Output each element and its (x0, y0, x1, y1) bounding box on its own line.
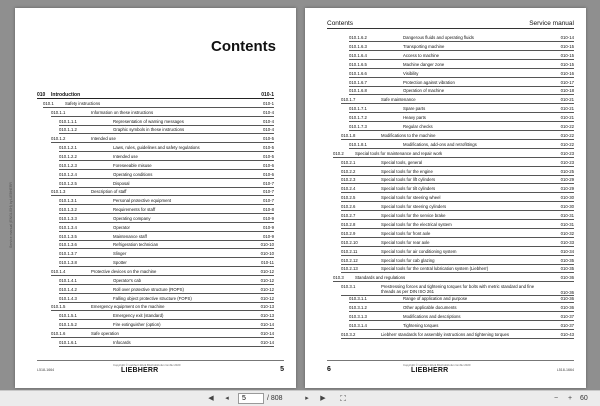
toc-entry-title: Introduction (51, 92, 81, 98)
toc-entry-title: Refrigeration technician (113, 242, 159, 248)
toc-page-ref: 010-15 (560, 61, 574, 67)
toc-section-number: 010.1 (43, 100, 54, 106)
toc-section-number: 010.3.1 (341, 284, 356, 290)
toc-page-ref: 010-31 (560, 221, 574, 227)
toc-row[interactable] (349, 124, 574, 131)
toc-entry-title: Special tools for tilt cylinders (381, 186, 436, 192)
toc-entry-title: Special tools for the service brake (381, 213, 446, 218)
toc-entry-title: Maintenance staff (113, 233, 147, 239)
toc-section-number: 010.1.2.2 (59, 153, 77, 159)
toc-row[interactable] (59, 145, 274, 152)
toc-row[interactable] (349, 314, 574, 321)
toc-page-ref: 010-4 (263, 109, 274, 115)
toc-page-ref: 010-9 (263, 233, 274, 239)
toc-entry-title: Range of application and purpose (403, 296, 468, 302)
toc-page-ref: 010-35 (560, 257, 574, 263)
toc-entry-title: Operation of machine (403, 88, 445, 94)
toc-page-ref: 010-14 (560, 35, 574, 40)
toc-entry-title: Special tools for cab glazing (381, 257, 435, 263)
toc-row[interactable] (349, 44, 574, 51)
toc-page-ref: 010-4 (263, 127, 274, 133)
toc-entry-title: Modifications to the machine (381, 132, 436, 138)
toc-row[interactable] (341, 266, 574, 273)
toc-page-ref: 010-9 (263, 224, 274, 230)
toc-page-ref: 010-31 (560, 213, 574, 218)
toc-section-number: 010.2.6 (341, 204, 356, 210)
toc-row[interactable] (59, 181, 274, 188)
toc-page-ref: 010-23 (560, 159, 574, 165)
page-number-input[interactable] (238, 393, 264, 404)
page-header (327, 20, 574, 29)
toc-page-ref: 010-43 (560, 331, 574, 337)
page-number: 5 (280, 366, 284, 373)
toc-page-ref: 010-12 (260, 295, 274, 301)
toc-row[interactable] (349, 62, 574, 69)
toc-entry-title: Protective devices on the machine (91, 269, 157, 274)
toc-page-ref: 010-36 (560, 290, 574, 296)
toc-section-number: 010.1.2.5 (59, 180, 77, 186)
toc-section-number: 010.1.3.1 (59, 198, 77, 204)
toc-row[interactable] (349, 305, 574, 312)
toc-section-number: 010.2.9 (341, 230, 356, 236)
toc-page-ref: 010-36 (560, 305, 574, 311)
toc-entry-title: Protection against vibration (403, 79, 455, 85)
toc-section-number: 010.1.4.3 (59, 295, 77, 301)
toc-page-ref: 010-14 (260, 339, 274, 345)
toc-section-number: 010.1.4.2 (59, 286, 77, 292)
toc-section-number: 010.2.4 (341, 186, 356, 192)
toc-section-number: 010.1.3.7 (59, 251, 77, 257)
toc-row[interactable] (341, 332, 574, 339)
toc-row[interactable] (333, 275, 574, 282)
toc-row[interactable] (341, 249, 574, 256)
toc-section-number: 010.1.7 (341, 97, 356, 103)
toc-row[interactable] (341, 213, 574, 220)
toc-entry-title: Dangerous fluids and operating fluids (403, 35, 474, 40)
toc-row[interactable] (349, 35, 574, 42)
toc-entry-title: Safety instructions (65, 100, 101, 106)
toc-entry-title: Modifications and descriptions (403, 314, 461, 319)
toc-row[interactable] (59, 242, 274, 249)
toc-entry-title: Laws, rules, guidelines and safety regulations (113, 145, 200, 151)
page-total: / 808 (267, 395, 283, 402)
toc-entry-title: Slinger (113, 251, 127, 257)
toc-entry-title: Falling object protective structure (FOPS) (113, 295, 192, 301)
toc-entry-title: Fire extinguisher (option) (113, 322, 161, 328)
toc-page-ref: 010-10 (260, 242, 274, 248)
toc-entry-title: Special tools, general (381, 159, 423, 165)
last-page-button[interactable]: ▶ (320, 395, 326, 402)
toc-page-ref: 010-34 (560, 248, 574, 254)
toc-row[interactable] (59, 163, 274, 170)
toc-page-ref: 010-15 (560, 43, 574, 49)
toc-row[interactable] (37, 92, 274, 99)
toc-row[interactable] (51, 331, 274, 338)
toc-section-number: 010.1.6.4 (349, 52, 367, 58)
toc-page-ref: 010-15 (560, 52, 574, 58)
toc-section-number: 010.3.1.3 (349, 314, 367, 319)
toc-section-number: 010.1.2.3 (59, 162, 77, 168)
toc-row[interactable] (59, 127, 274, 134)
toc-section-number: 010.1.6.2 (349, 35, 367, 40)
fullscreen-icon[interactable]: ⛶ (340, 394, 346, 403)
toc-entry-title: Special tools for lift cylinders (381, 177, 436, 183)
liebherr-logo: LIEBHERR (121, 367, 159, 374)
toc-entry-title: Modifications, add-ons and retrofittings (403, 141, 477, 147)
toc-row[interactable] (59, 340, 274, 347)
toc-entry-title: Safe operation (91, 330, 119, 336)
toc-row[interactable] (341, 186, 574, 193)
toc-row[interactable] (59, 260, 274, 267)
zoom-level[interactable]: 60 (580, 395, 588, 402)
toc-page-ref: 010-21 (560, 97, 574, 103)
toc-page-ref: 010-10 (260, 251, 274, 257)
toc-page-ref: 010-22 (560, 141, 574, 147)
viewer-toolbar (0, 390, 600, 406)
toc-page-ref: 010-5 (263, 136, 274, 142)
toc-page-ref: 010-12 (260, 286, 274, 292)
toc-section-number: 010.1.8.1 (349, 141, 367, 147)
toc-section-number: 010.1.7.3 (349, 124, 367, 129)
toc-row[interactable] (59, 172, 274, 179)
toc-section-number: 010.1.4 (51, 269, 66, 274)
toc-page-ref: 010-16 (560, 70, 574, 76)
toc-page-ref: 010-6 (263, 171, 274, 177)
toc-section-number: 010.2.3 (341, 177, 356, 183)
toc-page-ref: 010-17 (560, 79, 574, 85)
toc-page-ref: 010-29 (560, 177, 574, 183)
toc-section-number: 010.1.6.6 (349, 70, 367, 76)
toc-section-number: 010.1.1.1 (59, 118, 77, 124)
toc-section-number: 010.2.2 (341, 168, 356, 174)
toc-page-ref: 010-7 (263, 198, 274, 204)
toc-page-ref: 010-32 (560, 230, 574, 236)
toc-row[interactable] (59, 225, 274, 232)
toc-entry-title: Regular checks (403, 124, 433, 129)
toc-entry-title: Personal protective equipment (113, 198, 172, 204)
toc-page-ref: 010-22 (560, 132, 574, 138)
toc-entry-title: Special tools for the central lubrication system (Liebherr) (381, 266, 489, 272)
toc-row[interactable] (349, 80, 574, 87)
toc-page-ref: 010-25 (560, 168, 574, 174)
toc-entry-title: Special tools for maintenance and repair work (355, 150, 443, 156)
toc-entry-title: Operator (113, 224, 130, 230)
toc-section-number: 010.1.3.2 (59, 207, 77, 213)
footer-doc-number: L518-1664 (37, 368, 55, 372)
footer-copyright: Copyright © Liebherr-Werk Bischofshofen GmbH 2020 (403, 363, 471, 367)
toc-row[interactable] (341, 204, 574, 211)
toc-entry-title: Intended use (113, 153, 138, 159)
toc-entry-title: Operating conditions (113, 171, 153, 177)
toc-section-number: 010.1.6.7 (349, 79, 367, 85)
toc-entry-title: Tightening torques (403, 322, 439, 328)
footer-doc-number: L518-1664 (556, 368, 574, 372)
toc-page-ref: 010-33 (560, 239, 574, 245)
toc-entry-title: Other applicable documents (403, 305, 457, 311)
toc-row[interactable] (51, 110, 274, 117)
footer-rule (327, 360, 574, 361)
page-left (9, 8, 296, 388)
toc-row[interactable] (59, 119, 274, 126)
toc-row[interactable] (59, 207, 274, 214)
toc-row[interactable] (59, 216, 274, 223)
page-side-text: Service manual (ENGLISH) by LIEBHERR (9, 182, 13, 248)
toc-row[interactable] (349, 71, 574, 78)
toc-row[interactable] (341, 160, 574, 167)
toc-page-ref: 010-6 (263, 162, 274, 168)
toc-section-number: 010.1.2.4 (59, 171, 77, 177)
toc-section-number: 010.2.12 (341, 257, 358, 263)
toc-row[interactable] (59, 198, 274, 205)
toc-page-ref: 010-30 (560, 204, 574, 210)
toc-section-number: 010.1.4.1 (59, 277, 77, 283)
toc-entry-title: Description of staff (91, 189, 127, 195)
toc-row[interactable] (349, 115, 574, 122)
toc-entry-title: Special tools for air conditioning system (381, 248, 457, 254)
toc-row[interactable] (341, 284, 574, 296)
toc-page-ref: 010-7 (263, 180, 274, 186)
toc-page-ref: 010-30 (560, 195, 574, 201)
toc-entry-title: Emergency equipment on the machine (91, 304, 165, 310)
toc-row[interactable] (59, 154, 274, 161)
toc-row[interactable] (333, 151, 574, 158)
toc-page-ref: 010-9 (263, 215, 274, 221)
toc-section-number: 010.1.1 (51, 109, 66, 115)
toc-entry-title: Special tools for rear axle (381, 239, 430, 245)
toc-row[interactable] (349, 53, 574, 60)
toc-row[interactable] (349, 88, 574, 95)
toc-page-ref: 010-36 (560, 275, 574, 281)
toc-entry-title: Spare parts (403, 106, 426, 112)
toc-section-number: 010.2.11 (341, 248, 358, 254)
toc-page-ref: 010-21 (560, 106, 574, 112)
toc-section-number: 010.1.2.1 (59, 145, 77, 151)
toc-section-number: 010.2.10 (341, 239, 358, 245)
toc-page-ref: 010-8 (263, 207, 274, 213)
toc-page-ref: 010-7 (263, 189, 274, 195)
toc-row[interactable] (341, 195, 574, 202)
toc-section-number: 010.2.7 (341, 213, 356, 218)
toc-row[interactable] (341, 222, 574, 229)
toc-row[interactable] (341, 133, 574, 140)
toc-section-number: 010.2.1 (341, 159, 356, 165)
toc-entry-title: Special tools for front axle (381, 230, 431, 236)
toc-entry-title: Visibility (403, 70, 419, 76)
footer-copyright: Copyright © Liebherr-Werk Bischofshofen GmbH 2020 (113, 363, 181, 367)
toc-row[interactable] (349, 106, 574, 113)
toc-row[interactable] (59, 313, 274, 320)
toc-row[interactable] (341, 177, 574, 184)
toc-entry-title: Special tools for steering wheel (381, 195, 441, 201)
toc-entry-title: Disposal (113, 180, 130, 186)
toc-entry-title: Special tools for steering cylinders (381, 204, 447, 210)
toc-row[interactable] (341, 231, 574, 238)
zoom-out-icon[interactable]: − (553, 395, 559, 402)
toc-section-number: 010.3.2 (341, 331, 356, 337)
toc-row[interactable] (59, 234, 274, 241)
toc-entry-title: Machine danger zone (403, 61, 445, 67)
toc-entry-title: Spotter (113, 260, 127, 266)
toc-page-ref: 010-29 (560, 186, 574, 192)
toc-section-number: 010.2.13 (341, 266, 358, 272)
zoom-in-icon[interactable]: + (567, 395, 573, 402)
toc-section-number: 010.1.5 (51, 304, 66, 310)
toc-section-number: 010 (37, 92, 46, 98)
toc-entry-title: Information on these instructions (91, 109, 154, 115)
toc-section-number: 010.1.8 (341, 132, 356, 138)
toc-page-ref: 010-11 (260, 260, 274, 266)
toc-row[interactable] (51, 136, 274, 143)
toc-page-ref: 010-5 (263, 153, 274, 159)
toc-page-ref: 010-14 (260, 330, 274, 336)
toc-section-number: 010.1.3.4 (59, 224, 77, 230)
toc-entry-title: Foreseeable misuse (113, 162, 152, 168)
footer-rule (37, 360, 284, 361)
toc-page-ref: 010-18 (560, 88, 574, 94)
toc-page-ref: 010-37 (560, 314, 574, 319)
toc-page-ref: 010-35 (560, 266, 574, 272)
toc-page-ref: 010-13 (260, 313, 274, 319)
toc-section-number: 010.2 (333, 150, 344, 156)
toc-row[interactable] (59, 322, 274, 329)
toc-section-number: 010.1.7.2 (349, 115, 367, 121)
toc-entry-title: Graphic symbols in these instructions (113, 127, 185, 133)
toc-entry-title: Liebherr standards for assembly instructions and tightening torques (381, 331, 510, 337)
toc-row[interactable] (51, 189, 274, 196)
toc-entry-title: Prestressing forces and tightening torques for bolts with metric standard and fine threads as per DIN ISO 261 (381, 284, 535, 295)
toc-row[interactable] (59, 287, 274, 294)
toc-page-ref: 010-13 (260, 304, 274, 310)
toc-entry-title: Access to machine (403, 52, 440, 58)
toc-row[interactable] (59, 296, 274, 303)
toc-section-number: 010.1.1.2 (59, 127, 77, 133)
liebherr-logo: LIEBHERR (411, 367, 449, 374)
toc-entry-title: Special tools for the electrical system (381, 221, 452, 227)
toc-section-number: 010.3.1.4 (349, 322, 367, 328)
toc-row[interactable] (51, 269, 274, 276)
toc-page-ref: 010-12 (260, 269, 274, 274)
toc-entry-title: Special tools for the engine (381, 168, 433, 174)
header-right: Service manual (529, 20, 574, 27)
toc-page-ref: 010-5 (263, 145, 274, 151)
toc-row[interactable] (349, 142, 574, 149)
toc-entry-title: Intended use (91, 136, 116, 142)
toc-page-ref: 010-14 (260, 322, 274, 328)
toc-section-number: 010.3.1.2 (349, 305, 367, 311)
toc-entry-title: Transporting machine (403, 43, 445, 49)
toc-section-number: 010.1.6.8 (349, 88, 367, 94)
toc-entry-title: Heavy parts (403, 115, 426, 121)
next-page-button[interactable]: ▸ (305, 395, 309, 402)
toc-section-number: 010.1.3.5 (59, 233, 77, 239)
toc-row[interactable] (59, 278, 274, 285)
page-right (305, 8, 586, 388)
toc-entry-title: Operator's cab (113, 277, 142, 283)
previous-page-button[interactable]: ◂ (225, 395, 229, 402)
toc-section-number: 010.1.7.1 (349, 106, 367, 112)
toc-section-number: 010.2.8 (341, 221, 356, 227)
toc-section-number: 010.1.6 (51, 330, 66, 336)
toc-section-number: 010.1.2 (51, 136, 66, 142)
toc-entry-title: Roll over protective structure (ROPS) (113, 286, 184, 292)
toc-row[interactable] (341, 240, 574, 247)
toc-section-number: 010.1.3.6 (59, 242, 77, 248)
toc-section-number: 010.3.1.1 (349, 296, 367, 302)
page-number: 6 (327, 366, 331, 373)
toc-entry-title: Safe maintenance (381, 97, 416, 103)
toc-section-number: 010.1.5.1 (59, 313, 77, 319)
toc-section-number: 010.1.6.1 (59, 339, 77, 345)
toc-entry-title: Emergency exit (standard) (113, 313, 164, 319)
toc-page-ref: 010-1 (263, 100, 274, 106)
toc-row[interactable] (349, 323, 574, 330)
contents-title: Contents (211, 38, 276, 55)
toc-section-number: 010.2.5 (341, 195, 356, 201)
header-left: Contents (327, 20, 354, 27)
toc-section-number: 010.1.6.5 (349, 61, 367, 67)
toc-row[interactable] (43, 101, 274, 108)
toc-section-number: 010.1.6.3 (349, 43, 367, 49)
toc-page-ref: 010-36 (560, 296, 574, 302)
toc-page-ref: 010-22 (560, 124, 574, 129)
toc-page-ref: 010-21 (560, 115, 574, 121)
toc-entry-title: Standards and regulations (355, 275, 406, 281)
toc-section-number: 010.3 (333, 275, 344, 281)
toc-entry-title: Infocards (113, 339, 131, 345)
toc-page-ref: 010-12 (260, 277, 274, 283)
toc-row[interactable] (341, 258, 574, 265)
toc-section-number: 010.1.3 (51, 189, 66, 195)
toc-row[interactable] (51, 304, 274, 311)
toc-page-ref: 010-37 (560, 322, 574, 328)
toc-entry-title: Operating company (113, 215, 151, 221)
toc-entry-title: Requirements for staff (113, 207, 156, 213)
toc-row[interactable] (341, 97, 574, 104)
first-page-button[interactable]: ◀ (208, 395, 214, 402)
toc-page-ref: 010-1 (261, 92, 274, 98)
toc-section-number: 010.1.3.8 (59, 260, 77, 266)
toc-row[interactable] (349, 296, 574, 303)
toc-section-number: 010.1.3.3 (59, 215, 77, 221)
toc-page-ref: 010-4 (263, 118, 274, 124)
toc-section-number: 010.1.5.2 (59, 322, 77, 328)
toc-row[interactable] (341, 169, 574, 176)
toc-entry-title: Representation of warning messages (113, 118, 184, 124)
toc-page-ref: 010-23 (560, 150, 574, 156)
toc-row[interactable] (59, 251, 274, 258)
